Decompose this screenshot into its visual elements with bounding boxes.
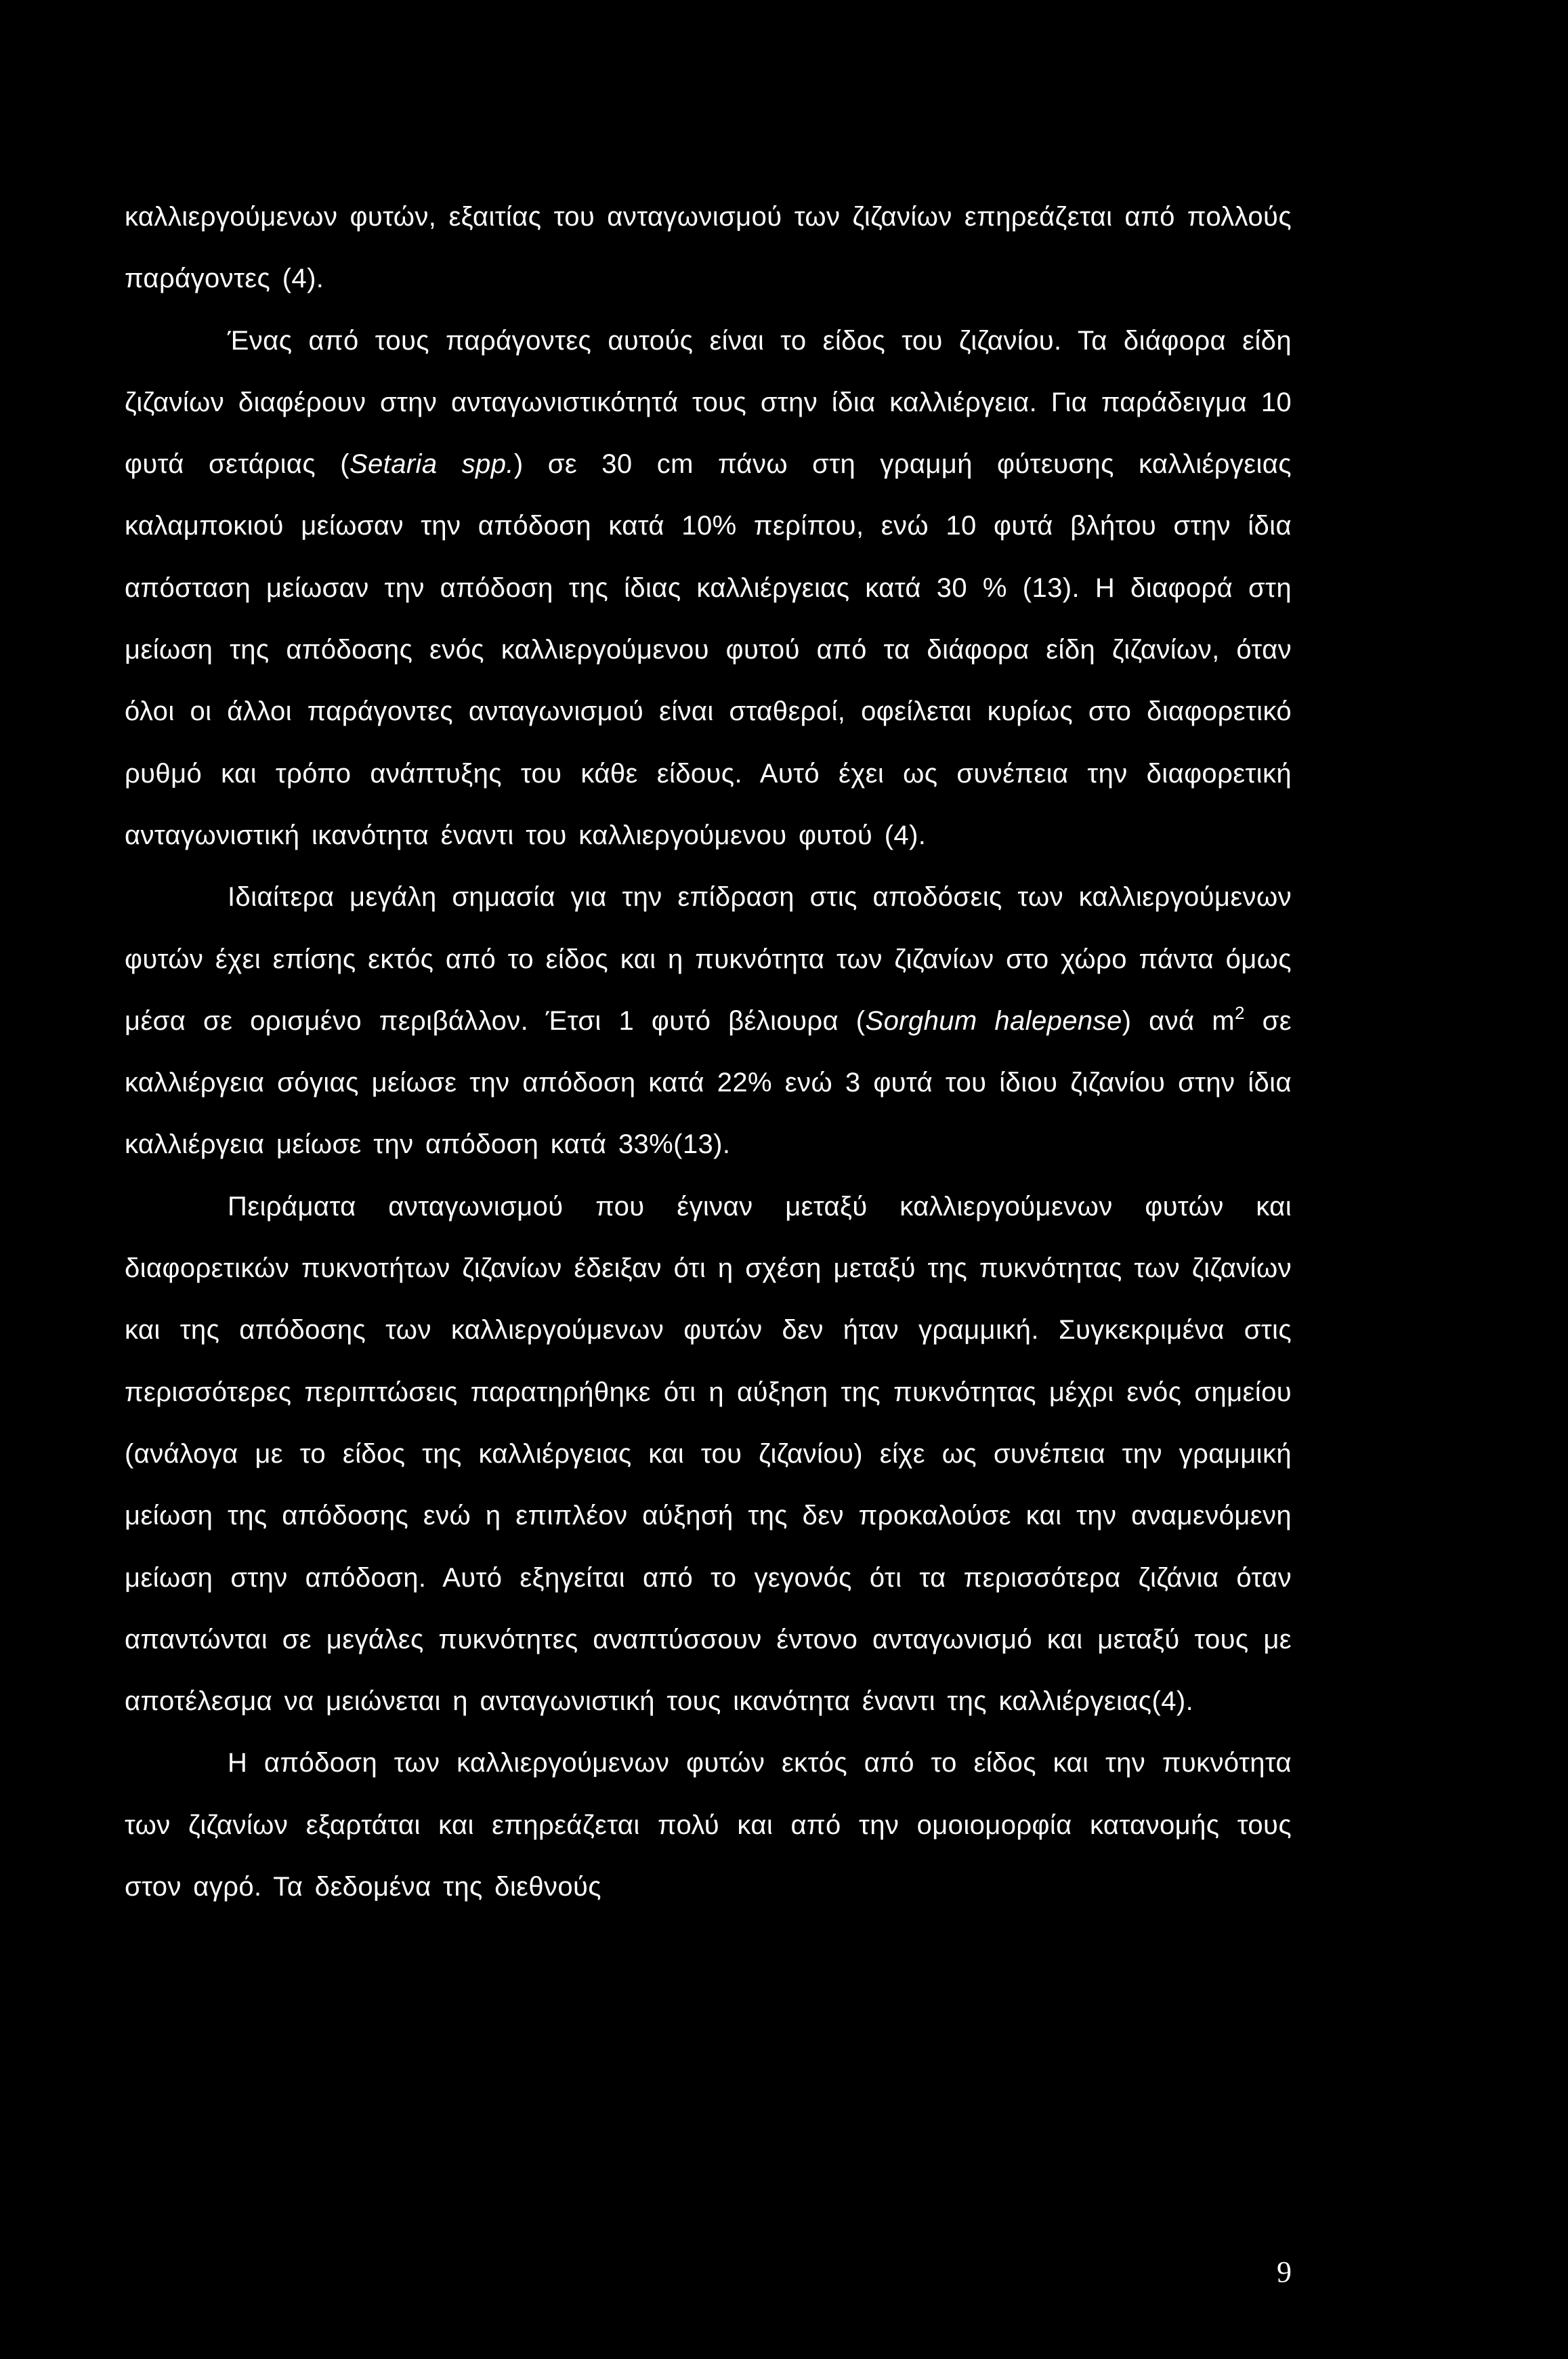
paragraph-5-text: Η απόδοση των καλλιεργούμενων φυτών εκτός από το είδος και την πυκνότητα των ζιζανίων εξαρτάται και επηρεάζεται πολύ και από την ομοιομορφία κατανομής τους στον αγρό. Τα δεδομένα της διεθνούς — [125, 1748, 1292, 1902]
species-name-sorghum: Sorghum halepense — [865, 1005, 1122, 1036]
body-text — [125, 186, 1292, 1918]
paragraph-1 — [125, 186, 1292, 310]
paragraph-4 — [125, 1176, 1292, 1733]
paragraph-2-text-start: Ένας από τους παράγοντες αυτούς είναι το είδος του ζιζανίου. Τα διάφορα είδη ζιζανίων διαφέρουν στην ανταγωνιστικότητά τους στην ίδια καλλιέργεια. Για παράδειγμα 10 φυτά σετάριας ( — [125, 325, 1292, 480]
paragraph-3-text-start: Ιδιαίτερα μεγάλη σημασία για την επίδραση στις αποδόσεις των καλλιεργούμενων φυτών έχει επίσης εκτός από το είδος και η πυκνότητα των ζιζανίων στο χώρο πάντα όμως μέσα σε ορισμένο περιβάλλον. Έτσι 1 φυτό βέλιουρα ( — [125, 882, 1292, 1036]
paragraph-3-text-end: σε καλλιέργεια σόγιας μείωσε την απόδοση κατά 22% ενώ 3 φυτά του ίδιου ζιζανίου στην ίδια καλλιέργεια μείωσε την απόδοση κατά 33%(13). — [125, 1005, 1292, 1160]
paragraph-2-text-end: ) σε 30 cm πάνω στη γραμμή φύτευσης καλλιέργειας καλαμποκιού μείωσαν την απόδοση κατά 10% περίπου, ενώ 10 φυτά βλήτου στην ίδια απόσταση μείωσαν την απόδοση της ίδιας καλλιέργειας κατά 30 % (13). Η διαφορά στη μείωση της απόδοσης ενός καλλιεργούμενου φυτού από τα διάφορα είδη ζιζανίων, όταν όλοι οι άλλοι παράγοντες ανταγωνισμού είναι σταθεροί, οφείλεται κυρίως στο διαφορετικό ρυθμό και τρόπο ανάπτυξης του κάθε είδους. Αυτό έχει ως συνέπεια την διαφορετική ανταγωνιστική ικανότητα έναντι του καλλιεργούμενου φυτού (4). — [125, 449, 1292, 850]
paragraph-3 — [125, 867, 1292, 1175]
paragraph-2 — [125, 310, 1292, 867]
species-name-setaria: Setaria spp. — [349, 449, 514, 480]
page-number: 9 — [1277, 2255, 1292, 2289]
paragraph-1-text: καλλιεργούμενων φυτών, εξαιτίας του ανταγωνισμού των ζιζανίων επηρεάζεται από πολλούς παράγοντες (4). — [125, 202, 1292, 294]
paragraph-5 — [125, 1732, 1292, 1918]
superscript-two: 2 — [1235, 1002, 1245, 1023]
paragraph-4-text: Πειράματα ανταγωνισμού που έγιναν μεταξύ καλλιεργούμενων φυτών και διαφορετικών πυκνοτήτων ζιζανίων έδειξαν ότι η σχέση μεταξύ της πυκνότητας των ζιζανίων και της απόδοσης των καλλιεργούμενων φυτών δεν ήταν γραμμική. Συγκεκριμένα στις περισσότερες περιπτώσεις παρατηρήθηκε ότι η αύξηση της πυκνότητας μέχρι ενός σημείου (ανάλογα με το είδος της καλλιέργειας και του ζιζανίου) είχε ως συνέπεια την γραμμική μείωση της απόδοσης ενώ η επιπλέον αύξησή της δεν προκαλούσε και την αναμενόμενη μείωση στην απόδοση. Αυτό εξηγείται από το γεγονός ότι τα περισσότερα ζιζάνια όταν απαντώνται σε μεγάλες πυκνότητες αναπτύσσουν έντονο ανταγωνισμό και μεταξύ τους με αποτέλεσμα να μειώνεται η ανταγωνιστική τους ικανότητα έναντι της καλλιέργειας(4). — [125, 1191, 1292, 1717]
paragraph-3-text-middle: ) ανά m — [1122, 1005, 1235, 1036]
